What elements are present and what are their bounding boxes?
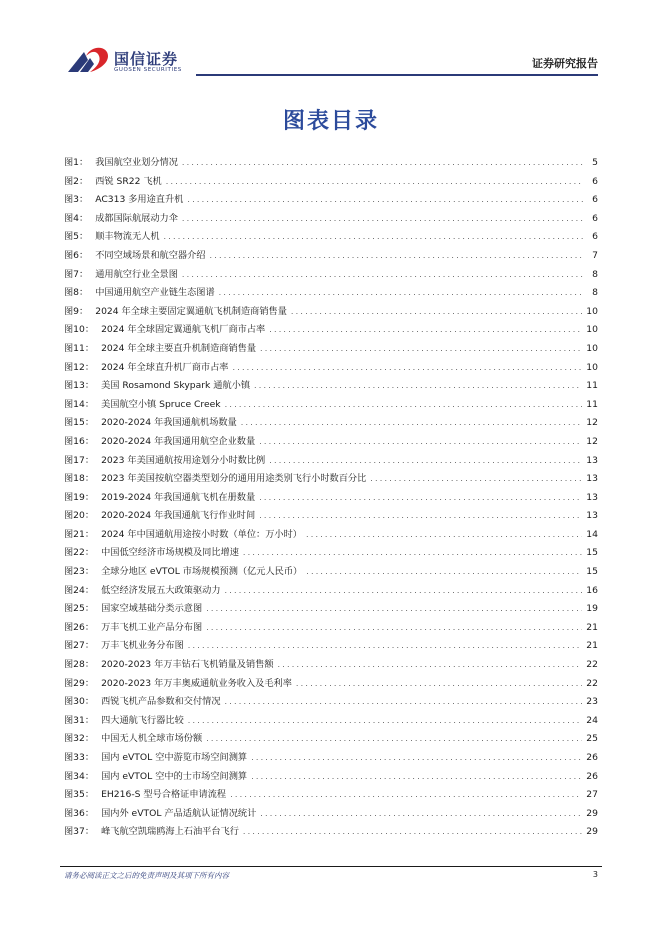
toc-dot-leader [166, 173, 584, 192]
toc-dot-leader [232, 359, 582, 378]
guosen-logo-icon [66, 46, 110, 76]
toc-entry[interactable] [64, 675, 598, 694]
toc-entry[interactable] [64, 600, 598, 619]
logo-english-name: GUOSEN SECURITIES [114, 67, 182, 73]
toc-dot-leader [241, 414, 583, 433]
toc-dot-leader [243, 823, 582, 842]
toc-entry-number: 图4： [64, 212, 89, 224]
toc-entry-title: 2023 年美国按航空器类型划分的通用用途类别飞行小时数百分比 [101, 473, 367, 485]
toc-entry[interactable] [64, 526, 598, 545]
toc-entry-title: 2020-2024 年我国通用航空企业数量 [101, 435, 256, 447]
toc-entry-number: 图28： [64, 659, 95, 671]
footer-divider [60, 866, 602, 867]
toc-entry-title: 通用航空行业全景图 [95, 268, 178, 280]
toc-entry[interactable] [64, 749, 598, 768]
toc-entry-page: 8 [592, 287, 598, 299]
toc-entry-page: 26 [586, 752, 598, 763]
page-number: 3 [592, 870, 598, 879]
toc-entry-title: 2024 年中国通航用途按小时数（单位：万小时） [101, 528, 302, 540]
toc-entry-number: 图7： [64, 268, 89, 280]
toc-entry[interactable] [64, 693, 598, 712]
toc-entry-title: 2024 年全球直升机厂商市占率 [101, 361, 229, 373]
toc-entry-page: 29 [586, 807, 598, 819]
toc-entry-page: 16 [586, 584, 598, 596]
toc-entry-title: 成都国际航展动力伞 [95, 212, 178, 224]
toc-entry-number: 图9： [64, 305, 89, 317]
toc-entry-page: 26 [586, 770, 598, 782]
toc-entry-number: 图35： [64, 789, 95, 801]
toc-entry-page: 8 [592, 268, 598, 280]
toc-entry[interactable] [64, 544, 598, 563]
toc-entry-title: 国家空域基础分类示意图 [101, 603, 203, 615]
toc-entry-page: 22 [586, 659, 598, 671]
toc-entry-page: 15 [586, 547, 598, 559]
toc-dot-leader [188, 637, 583, 656]
toc-entry-page: 10 [586, 324, 598, 336]
toc-entry[interactable] [64, 619, 598, 638]
toc-dot-leader [209, 247, 584, 266]
toc-entry[interactable] [64, 340, 598, 359]
toc-dot-leader [164, 228, 584, 247]
toc-dot-leader [187, 191, 584, 210]
toc-dot-leader [370, 470, 582, 489]
toc-entry[interactable] [64, 433, 598, 452]
toc-entry-number: 图30： [64, 696, 95, 708]
toc-dot-leader [254, 377, 582, 396]
toc-entry-title: 万丰飞机业务分布图 [101, 640, 184, 652]
toc-entry[interactable] [64, 470, 598, 489]
toc-entry-page: 15 [586, 566, 598, 578]
toc-dot-leader [251, 749, 582, 768]
toc-entry-title: 2020-2024 年我国通航飞行作业时间 [101, 510, 256, 522]
toc-entry-page: 5 [592, 157, 598, 168]
toc-dot-leader [225, 582, 583, 601]
toc-dot-leader [251, 768, 582, 787]
toc-entry[interactable] [64, 266, 598, 285]
toc-entry-number: 图17： [64, 454, 95, 466]
toc-entry[interactable] [64, 786, 598, 805]
toc-entry[interactable] [64, 359, 598, 378]
toc-dot-leader [225, 396, 583, 415]
toc-entry-title: EH216-S 型号合格证申请流程 [101, 789, 227, 801]
toc-dot-leader [206, 730, 582, 749]
toc-entry-title: 2023 年美国通航按用途划分小时数比例 [101, 454, 266, 466]
toc-dot-leader [269, 452, 582, 471]
toc-entry-title: 美国航空小镇 Spruce Creek [101, 398, 221, 410]
toc-entry-page: 10 [586, 342, 598, 354]
toc-entry-page: 6 [592, 175, 598, 187]
toc-entry-number: 图1： [64, 157, 89, 168]
toc-entry-number: 图10： [64, 324, 95, 336]
toc-entry-title: 2020-2023 年万丰奥威通航业务收入及毛利率 [101, 677, 292, 689]
toc-entry-title: 2020-2024 年我国通航机场数量 [101, 417, 237, 429]
toc-entry-title: 低空经济发展五大政策驱动力 [101, 584, 221, 596]
toc-entry-page: 29 [586, 826, 598, 838]
header-divider [196, 74, 598, 76]
toc-entry-number: 图34： [64, 770, 95, 782]
toc-entry[interactable] [64, 414, 598, 433]
toc-entry-title: 2024 年全球固定翼通航飞机厂商市占率 [101, 324, 266, 336]
toc-title: 图表目录 [282, 109, 379, 134]
toc-dot-leader [278, 656, 583, 675]
toc-dot-leader [291, 303, 582, 322]
toc-entry-page: 10 [586, 361, 598, 373]
toc-entry-page: 7 [592, 249, 598, 261]
toc-entry-number: 图22： [64, 547, 95, 559]
toc-entry-title: 国内 eVTOL 空中的士市场空间测算 [101, 770, 248, 782]
toc-entry-title: 中国通用航空产业链生态图谱 [95, 287, 215, 299]
toc-entry-title: 美国 Rosamond Skypark 通航小镇 [101, 380, 251, 392]
toc-entry[interactable] [64, 284, 598, 303]
toc-entry[interactable] [64, 154, 598, 173]
toc-dot-leader [260, 805, 582, 824]
toc-entry-page: 6 [592, 231, 598, 243]
toc-entry-number: 图36： [64, 807, 95, 819]
toc-entry-number: 图23： [64, 566, 95, 578]
toc-dot-leader [306, 526, 582, 545]
toc-entry-number: 图26： [64, 621, 95, 633]
toc-entry-number: 图8： [64, 287, 89, 299]
toc-entry[interactable] [64, 396, 598, 415]
toc-dot-leader [182, 266, 584, 285]
toc-dot-leader [296, 675, 582, 694]
toc-entry-title: 峰飞航空凯瑞鸥海上石油平台飞行 [101, 826, 239, 838]
toc-entry-title: 我国航空业划分情况 [95, 157, 178, 168]
toc-entry[interactable] [64, 582, 598, 601]
toc-entry-page: 6 [592, 212, 598, 224]
toc-entry-number: 图37： [64, 826, 95, 838]
toc-dot-leader [219, 284, 584, 303]
toc-entry-title: 四大通航飞行器比较 [101, 714, 184, 726]
toc-entry-page: 27 [586, 789, 598, 801]
toc-entry-title: 中国无人机全球市场份额 [101, 733, 203, 745]
toc-entry-number: 图31： [64, 714, 95, 726]
toc-entry[interactable] [64, 377, 598, 396]
toc-entry-page: 12 [586, 417, 598, 429]
toc-entry-number: 图20： [64, 510, 95, 522]
toc-entry-number: 图6： [64, 249, 89, 261]
toc-entry-number: 图21： [64, 528, 95, 540]
toc-entry[interactable] [64, 452, 598, 471]
toc-entry-number: 图13： [64, 380, 95, 392]
toc-entry-page: 22 [586, 677, 598, 689]
toc-entry[interactable] [64, 507, 598, 526]
toc-entry[interactable] [64, 823, 598, 842]
toc-entry-page: 21 [586, 640, 598, 652]
toc-entry[interactable] [64, 489, 598, 508]
toc-dot-leader [230, 786, 582, 805]
toc-entry-page: 11 [586, 380, 598, 392]
toc-entry-page: 23 [586, 696, 598, 708]
toc-entry-number: 图16： [64, 435, 95, 447]
toc-entry-number: 图12： [64, 361, 95, 373]
toc-entry-page: 21 [586, 621, 598, 633]
toc-entry-title: 全球分地区 eVTOL 市场规模预测（亿元人民币） [101, 566, 303, 578]
logo-chinese-name: 国信证券 [114, 50, 179, 68]
toc-entry-page: 13 [586, 491, 598, 503]
toc-dot-leader [243, 544, 582, 563]
toc-entry-page: 6 [592, 194, 598, 206]
toc-entry-title: 中国低空经济市场规模及同比增速 [101, 547, 239, 559]
toc-entry[interactable] [64, 191, 598, 210]
toc-entry-title: AC313 多用途直升机 [95, 194, 184, 206]
toc-entry-page: 13 [586, 473, 598, 485]
toc-entry-title: 西锐飞机产品参数和交付情况 [101, 696, 221, 708]
toc-dot-leader [182, 154, 584, 173]
toc-entry-page: 10 [586, 305, 598, 317]
toc-entry-page: 19 [586, 603, 598, 615]
toc-entry[interactable] [64, 730, 598, 749]
toc-entry[interactable] [64, 321, 598, 340]
toc-entry[interactable] [64, 637, 598, 656]
toc-entry-number: 图19： [64, 491, 95, 503]
toc-dot-leader [259, 507, 582, 526]
toc-entry-number: 图18： [64, 473, 95, 485]
toc-dot-leader [225, 693, 583, 712]
toc-entry-number: 图2： [64, 175, 89, 187]
toc-entry[interactable] [64, 228, 598, 247]
toc-dot-leader [306, 563, 582, 582]
toc-entry[interactable] [64, 303, 598, 322]
toc-dot-leader [259, 489, 582, 508]
toc-entry[interactable] [64, 173, 598, 192]
toc-entry-page: 11 [586, 398, 598, 410]
toc-dot-leader [206, 619, 582, 638]
table-of-figures [64, 154, 598, 842]
toc-entry[interactable] [64, 210, 598, 229]
toc-entry-page: 14 [586, 528, 598, 540]
toc-entry-page: 12 [586, 435, 598, 447]
toc-dot-leader [269, 321, 582, 340]
toc-entry-number: 图14： [64, 398, 95, 410]
toc-dot-leader [182, 210, 584, 229]
toc-entry[interactable] [64, 712, 598, 731]
toc-entry-number: 图32： [64, 733, 95, 745]
toc-dot-leader [260, 340, 582, 359]
toc-entry-number: 图5： [64, 231, 89, 243]
disclaimer-note: 请务必阅读正文之后的免责声明及其项下所有内容 [64, 871, 229, 880]
toc-dot-leader [188, 712, 583, 731]
toc-entry-title: 顺丰物流无人机 [95, 231, 160, 243]
toc-entry-number: 图11： [64, 342, 95, 354]
toc-dot-leader [259, 433, 582, 452]
report-type-label: 证券研究报告 [532, 57, 598, 70]
toc-entry-page: 13 [586, 454, 598, 466]
toc-entry-title: 西锐 SR22 飞机 [95, 175, 162, 187]
toc-entry[interactable] [64, 805, 598, 824]
toc-entry[interactable] [64, 247, 598, 266]
toc-dot-leader [206, 600, 582, 619]
toc-entry-page: 24 [586, 714, 598, 726]
toc-entry-number: 图29： [64, 677, 95, 689]
toc-entry-title: 国内外 eVTOL 产品适航认证情况统计 [101, 807, 257, 819]
toc-entry-number: 图15： [64, 417, 95, 429]
toc-entry-page: 13 [586, 510, 598, 522]
toc-entry[interactable] [64, 563, 598, 582]
toc-entry[interactable] [64, 768, 598, 787]
toc-entry-page: 25 [586, 733, 598, 745]
page-header [0, 0, 662, 80]
toc-entry-title: 万丰飞机工业产品分布图 [101, 621, 203, 633]
toc-entry-title: 2024 年全球主要固定翼通航飞机制造商销售量 [95, 305, 287, 317]
guosen-logo [66, 44, 190, 78]
toc-entry-number: 图25： [64, 603, 95, 615]
toc-entry-number: 图3： [64, 194, 89, 206]
toc-entry-title: 2019-2024 年我国通航飞机在册数量 [101, 491, 256, 503]
toc-entry[interactable] [64, 656, 598, 675]
toc-entry-title: 2020-2023 年万丰钻石飞机销量及销售额 [101, 659, 274, 671]
toc-entry-title: 国内 eVTOL 空中游览市场空间测算 [101, 752, 248, 763]
toc-entry-number: 图33： [64, 752, 95, 763]
toc-entry-number: 图27： [64, 640, 95, 652]
toc-entry-title: 2024 年全球主要直升机制造商销售量 [101, 342, 257, 354]
toc-entry-number: 图24： [64, 584, 95, 596]
toc-entry-title: 不同空域场景和航空器介绍 [95, 249, 206, 261]
